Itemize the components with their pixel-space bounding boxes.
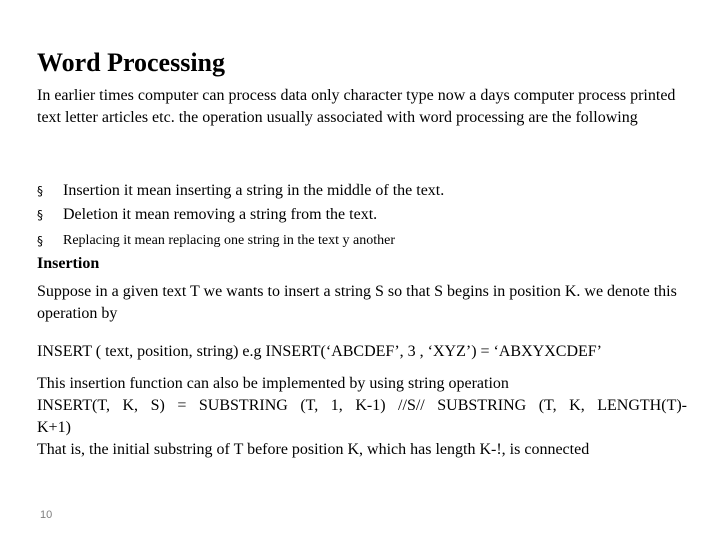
operations-list [37,180,687,254]
list-item [37,204,687,228]
list-item-text: Replacing it mean replacing one string in the text y another [63,233,396,248]
implementation-paragraph [37,373,687,461]
list-item-text: Insertion it mean inserting a string in the middle of the text. [63,182,445,199]
insert-example: INSERT ( text, position, string) e.g INSERT(‘ABCDEF’, 3 , ‘XYZ’) = ‘ABXYXCDEF’ [37,343,602,360]
bullet-icon: § [37,208,43,222]
slide-title: Word Processing [37,48,226,77]
intro-paragraph: In earlier times computer can process data only character type now a days computer process printed text letter articles etc. the operation usually associated with word processing are the following [37,87,676,126]
bullet-icon: § [37,234,43,248]
text-line: K+1) [37,419,71,436]
list-item [37,180,687,204]
list-item [37,230,687,254]
text-line: That is, the initial substring of T before position K, which has length K-!, is connected [37,441,590,458]
page-number: 10 [40,509,53,521]
list-item-text: Deletion it mean removing a string from the text. [63,206,378,223]
text-line: INSERT(T, K, S) = SUBSTRING (T, 1, K-1) //S// SUBSTRING (T, K, LENGTH(T)- [37,397,687,414]
insertion-description: Suppose in a given text T we wants to insert a string S so that S begins in position K. we denote this operation by [37,283,677,322]
bullet-icon: § [37,184,43,198]
text-line: This insertion function can also be implemented by using string operation [37,375,509,392]
section-heading: Insertion [37,255,100,272]
